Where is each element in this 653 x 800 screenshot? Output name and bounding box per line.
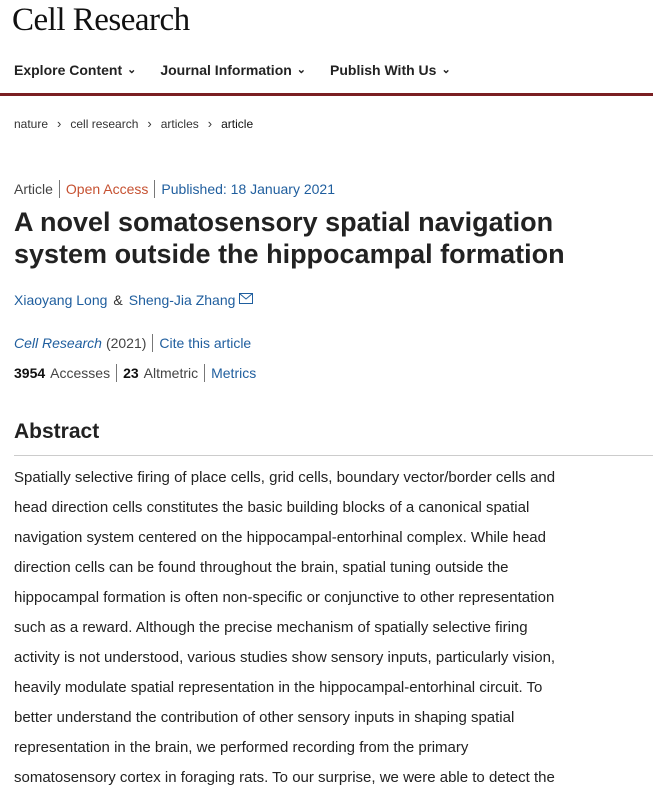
metrics-row bbox=[14, 364, 256, 382]
abstract-line: head direction cells constitutes the basic building blocks of a canonical spatial bbox=[14, 499, 530, 516]
breadcrumb bbox=[14, 116, 253, 131]
nav-label: Publish With Us bbox=[330, 62, 437, 78]
altmetric-count: 23 bbox=[123, 365, 139, 381]
citation-meta bbox=[14, 334, 251, 352]
open-access-badge: Open Access bbox=[65, 181, 149, 197]
chevron-right-icon: › bbox=[207, 116, 213, 131]
breadcrumb-nature[interactable]: nature bbox=[14, 116, 49, 131]
abstract-divider bbox=[14, 455, 653, 456]
breadcrumb-article: article bbox=[221, 116, 254, 131]
publication-year: (2021) bbox=[105, 335, 147, 351]
journal-name[interactable]: Cell Research bbox=[14, 335, 102, 351]
abstract-line: hippocampal formation is often non-specific or conjunctive to other representation bbox=[14, 589, 555, 606]
abstract-line: somatosensory cortex in foraging rats. To our surprise, we were able to detect the bbox=[14, 769, 555, 786]
nav-journal-information[interactable] bbox=[160, 58, 306, 82]
abstract-line: activity is not understood, various studies show sensory inputs, particularly vision, bbox=[14, 649, 556, 666]
metrics-link[interactable]: Metrics bbox=[211, 365, 257, 381]
altmetric-label: Altmetric bbox=[143, 365, 199, 381]
nav-label: Journal Information bbox=[160, 62, 292, 78]
abstract-line: representation in the brain, we performed recording from the primary bbox=[14, 739, 469, 756]
nav-publish-with-us[interactable] bbox=[330, 58, 451, 82]
chevron-right-icon: › bbox=[147, 116, 152, 131]
breadcrumb-articles[interactable]: articles bbox=[160, 116, 199, 131]
published-date: Published: 18 January 2021 bbox=[161, 181, 335, 197]
abstract-line: such as a reward. Although the precise mechanism of spatially selective firing bbox=[14, 619, 528, 636]
divider bbox=[154, 180, 155, 198]
accesses-count: 3954 bbox=[14, 365, 46, 381]
chevron-down-icon: ⌄ bbox=[296, 63, 307, 76]
abstract-line: heavily modulate spatial representation in the hippocampal-entorhinal circuit. To bbox=[14, 679, 543, 696]
nav-label: Explore Content bbox=[14, 62, 123, 78]
article-meta bbox=[14, 180, 335, 198]
abstract-line: direction cells can be found throughout the brain, spatial tuning outside the bbox=[14, 559, 509, 576]
abstract-body bbox=[14, 463, 653, 793]
accesses-label: Accesses bbox=[50, 365, 111, 381]
chevron-down-icon: ⌄ bbox=[127, 63, 137, 76]
divider bbox=[204, 364, 205, 382]
email-icon[interactable] bbox=[239, 293, 253, 304]
header-divider bbox=[0, 93, 653, 96]
abstract-line: better understand the contribution of other sensory inputs in shaping spatial bbox=[14, 709, 515, 726]
abstract-heading: Abstract bbox=[14, 420, 100, 443]
divider bbox=[152, 334, 153, 352]
author-link[interactable]: Xiaoyang Long bbox=[14, 292, 108, 308]
author-separator: & bbox=[113, 292, 123, 308]
cite-article-link[interactable]: Cite this article bbox=[159, 335, 252, 351]
divider bbox=[116, 364, 117, 382]
journal-logo[interactable]: Cell Research bbox=[12, 2, 190, 38]
top-navigation bbox=[14, 58, 475, 82]
chevron-down-icon: ⌄ bbox=[441, 63, 451, 76]
author-list bbox=[14, 292, 253, 308]
divider bbox=[59, 180, 60, 198]
abstract-line: navigation system centered on the hippocampal-entorhinal complex. While head bbox=[14, 529, 546, 546]
article-title bbox=[14, 206, 644, 270]
author-link[interactable]: Sheng-Jia Zhang bbox=[128, 292, 236, 308]
title-line: A novel somatosensory spatial navigation bbox=[14, 207, 554, 237]
article-type: Article bbox=[14, 181, 53, 197]
nav-explore-content[interactable] bbox=[14, 58, 136, 82]
title-line: system outside the hippocampal formation bbox=[14, 239, 565, 269]
breadcrumb-cell-research[interactable]: cell research bbox=[70, 116, 139, 131]
chevron-right-icon: › bbox=[57, 116, 62, 131]
abstract-line: Spatially selective firing of place cells, grid cells, boundary vector/border cells and bbox=[14, 469, 556, 486]
